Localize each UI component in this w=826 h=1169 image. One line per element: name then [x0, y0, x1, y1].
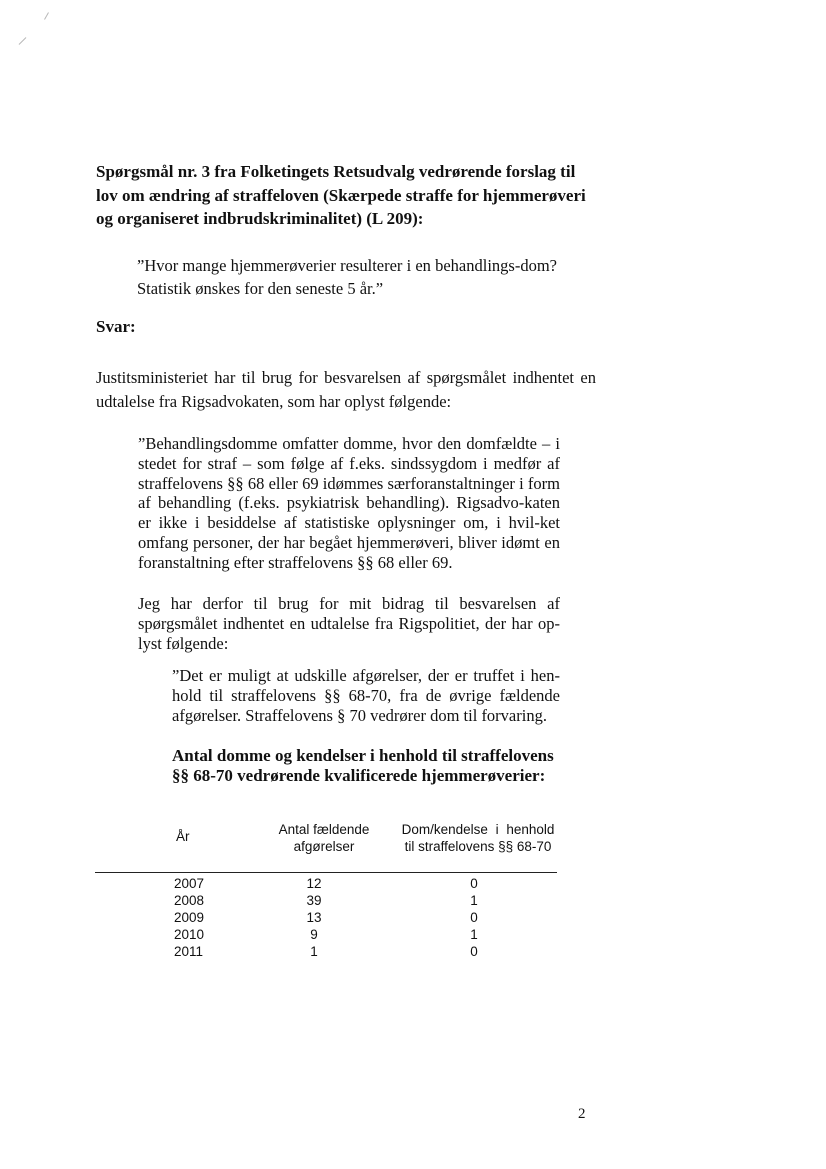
column-header-rulings [396, 821, 560, 855]
question-quote: ”Hvor mange hjemmerøverier resulterer i en behandlings-dom? Statistik ønskes for den seneste 5 år.” [137, 256, 557, 298]
answer-intro: Justitsministeriet har til brug for besvarelsen af spørgsmålet indhentet en udtalelse fra Rigsadvokaten, som har oplyst følgende: [96, 368, 596, 411]
table-title: Antal domme og kendelser i henhold til straffelovens §§ 68-70 vedrørende kvalificerede hjemmerøverier: [172, 746, 554, 785]
scan-mark [19, 37, 27, 45]
column-header-convictions-line1: Antal fældende [278, 822, 370, 837]
heading-line: og organiseret indbrudskriminalitet) (L 209): [96, 209, 424, 228]
table-cell-rulings: 1 [470, 927, 478, 942]
table-cell-year: 2007 [174, 876, 205, 891]
table-cell-convictions: 13 [306, 910, 322, 925]
rigsadvokat-quote: ”Behandlingsdomme omfatter domme, hvor den domfældte – i stedet for straf – som følge af f.eks. sindssygdom i medfør af straffelovens §§ 68 eller 69 idømmes særforanstaltninger i form af behandling (f.eks. psykiatrisk behandling). Rigsadvo-katen er ikke i besiddelse af statistiske oplysninger om, i hvil-ket omfang personer, der har begået hjemmerøveri, bliver idømt en foranstaltning efter straffelovens §§ 68 eller 69. [138, 434, 560, 572]
column-header-rulings-line2: til straffelovens §§ 68-70 [404, 839, 552, 854]
table-cell-convictions: 12 [306, 876, 322, 891]
rigsadvokat-quote-continued: Jeg har derfor til brug for mit bidrag til besvarelsen af spørgsmålet indhentet en udtalelse fra Rigspolitiet, der har op-lyst følgende: [138, 594, 560, 653]
table-cell-rulings: 0 [470, 944, 478, 959]
table-cell-year: 2008 [174, 893, 205, 908]
table-header-divider [95, 872, 557, 873]
answer-label: Svar: [96, 317, 136, 336]
column-header-year-text: År [176, 829, 190, 844]
page-number: 2 [578, 1106, 586, 1122]
table-cell-rulings: 0 [470, 876, 478, 891]
question-heading [96, 160, 606, 231]
column-header-year [176, 828, 190, 845]
table-cell-convictions: 1 [310, 944, 318, 959]
column-header-convictions [272, 821, 376, 855]
column-header-convictions-line2: afgørelser [293, 839, 355, 854]
column-header-rulings-line1: Dom/kendelse i henhold [401, 822, 555, 837]
scan-mark [44, 12, 49, 19]
heading-line: lov om ændring af straffeloven (Skærpede straffe for hjemmerøveri [96, 185, 586, 205]
table-cell-rulings: 1 [470, 893, 478, 908]
rigspoliti-quote: ”Det er muligt at udskille afgørelser, der er truffet i hen-hold til straffelovens §§ 68-70, fra de øvrige fældende afgørelser. Straffelovens § 70 vedrører dom til forvaring. [172, 666, 560, 725]
table-cell-convictions: 9 [310, 927, 318, 942]
table-cell-year: 2011 [174, 944, 204, 959]
table-cell-year: 2009 [174, 910, 205, 925]
table-cell-year: 2010 [174, 927, 205, 942]
table-cell-convictions: 39 [306, 893, 322, 908]
heading-line: Spørgsmål nr. 3 fra Folketingets Retsudvalg vedrørende forslag til [96, 162, 576, 181]
table-cell-rulings: 0 [470, 910, 478, 925]
